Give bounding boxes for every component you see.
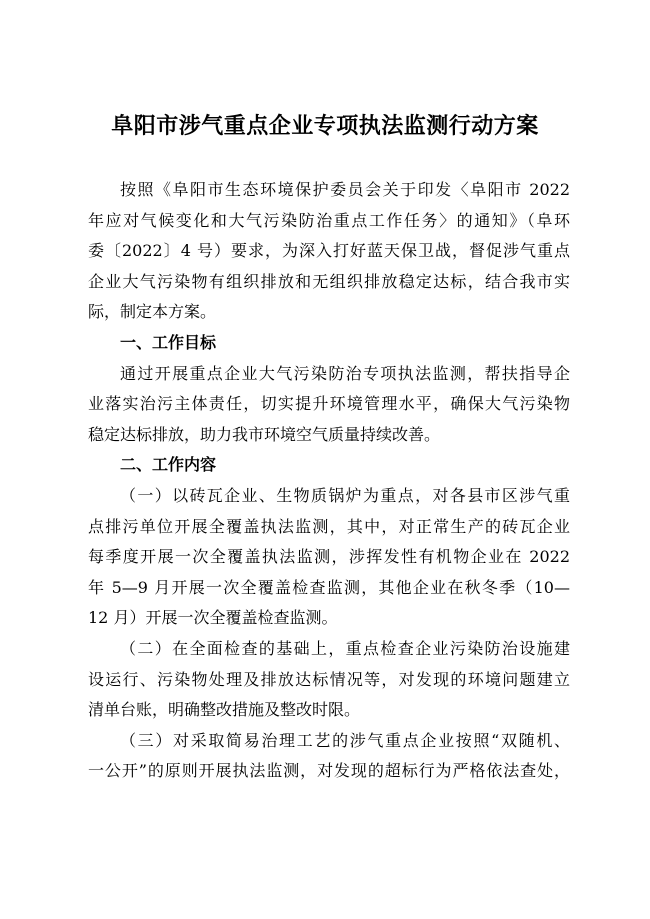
section-heading-goals: 一、工作目标: [120, 332, 217, 352]
text-line: 按照《阜阳市生态环境保护委员会关于印发〈阜阳市 2022: [120, 180, 570, 199]
text-line: 清单台账，明确整改措施及整改时限。: [88, 700, 361, 720]
text-line: 设运行、污染物处理及排放达标情况等，对发现的环境问题建立: [88, 669, 570, 689]
document-body: [88, 175, 570, 787]
content-item-1: [88, 481, 570, 634]
text-line: 委〔2022〕4 号）要求，为深入打好蓝天保卫战，督促涉气重点: [88, 241, 570, 261]
text-line: 企业大气污染物有组织排放和无组织排放稳定达标，结合我市实: [88, 271, 570, 291]
text-line: 年应对气候变化和大气污染防治重点工作任务〉的通知》（阜环: [88, 210, 570, 230]
text-line: （三）对采取简易治理工艺的涉气重点企业按照“双随机、: [120, 730, 570, 750]
text-line: 通过开展重点企业大气污染防治专项执法监测，帮扶指导企: [120, 363, 570, 383]
text-line: 每季度开展一次全覆盖执法监测，涉挥发性有机物企业在 2022: [88, 547, 570, 567]
content-item-2: [88, 634, 570, 726]
intro-paragraph: [88, 175, 570, 328]
content-item-3: [88, 726, 570, 787]
text-line: 年 5—9 月开展一次全覆盖检查监测，其他企业在秋冬季（10—: [88, 577, 570, 597]
document-title: 阜阳市涉气重点企业专项执法监测行动方案: [111, 114, 539, 139]
goals-paragraph: [88, 359, 570, 451]
text-line: （一）以砖瓦企业、生物质锅炉为重点，对各县市区涉气重: [120, 485, 570, 505]
text-line: 12 月）开展一次全覆盖检查监测。: [88, 608, 338, 628]
text-line: 际，制定本方案。: [88, 302, 217, 322]
text-line: 稳定达标排放，助力我市环境空气质量持续改善。: [88, 424, 441, 444]
text-line: 一公开”的原则开展执法监测，对发现的超标行为严格依法查处，: [88, 761, 570, 781]
text-line: 业落实治污主体责任，切实提升环境管理水平，确保大气污染物: [88, 394, 570, 414]
section-heading-content: 二、工作内容: [120, 455, 217, 475]
text-line: 点排污单位开展全覆盖执法监测，其中，对正常生产的砖瓦企业: [88, 516, 570, 536]
text-line: （二）在全面检查的基础上，重点检查企业污染防治设施建: [120, 638, 570, 658]
